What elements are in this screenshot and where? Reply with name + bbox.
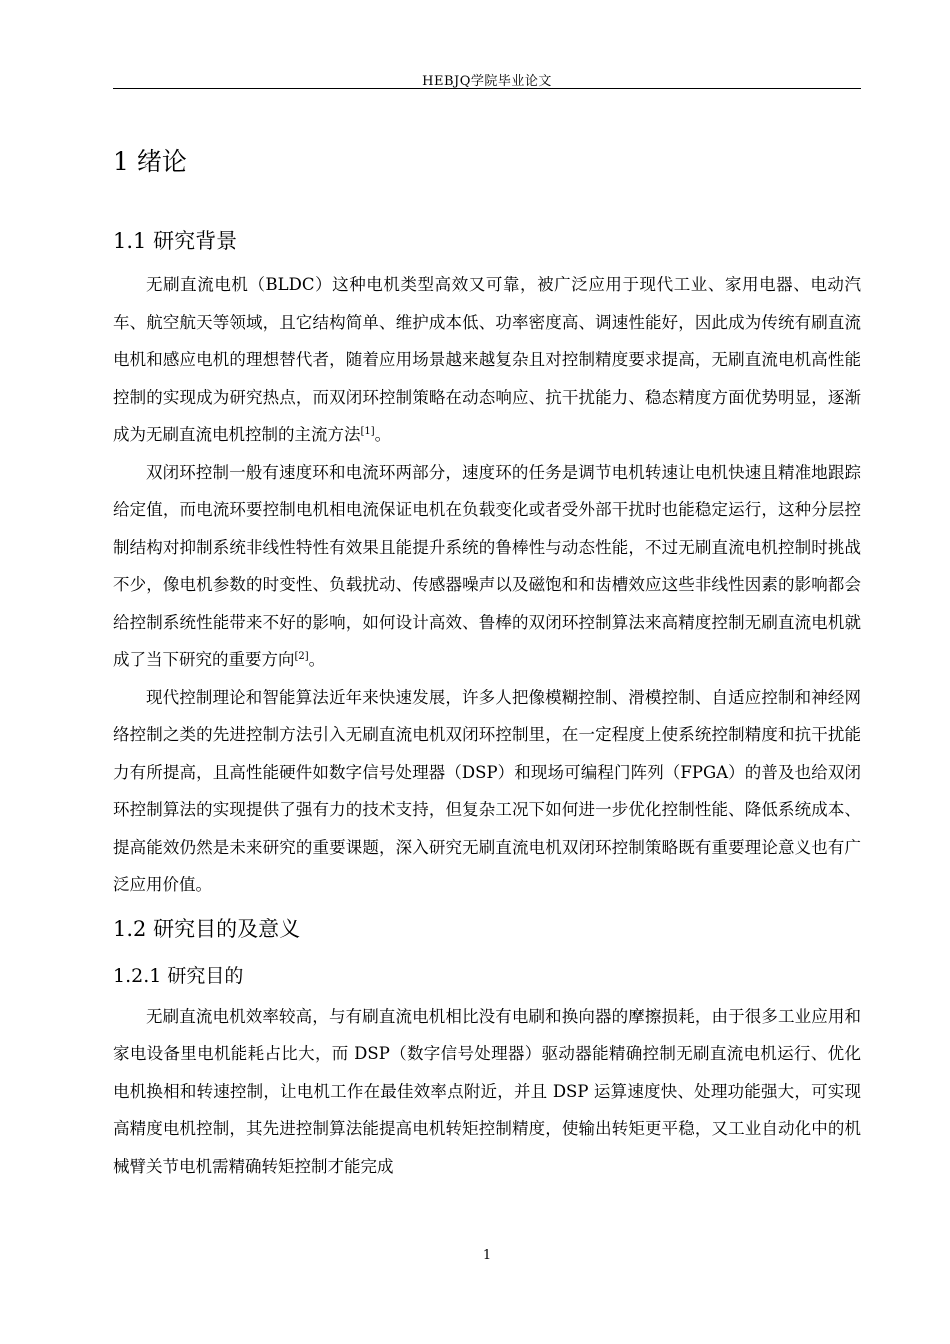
paragraph-1-1-c: 现代控制理论和智能算法近年来快速发展，许多人把像模糊控制、滑模控制、自适应控制和神经网络控制之类的先进控制方法引入无刷直流电机双闭环控制里，在一定程度上使系统控制精度和抗干扰能力有所提高，且高性能硬件如数字信号处理器（DSP）和现场可编程门阵列（FPGA）的普及也给双闭环控制算法的实现提供了强有力的技术支持，但复杂工况下如何进一步优化控制性能、降低系统成本、提高能效仍然是未来研究的重要课题，深入研究无刷直流电机双闭环控制策略既有重要理论意义也有广泛应用价值。 — [113, 687, 861, 894]
section-title-1-2: 1.2 研究目的及意义 — [113, 916, 301, 941]
paragraph-end: 。 — [308, 650, 326, 669]
chapter-title: 1 绪论 — [113, 147, 187, 176]
section-title-1-1: 1.1 研究背景 — [113, 229, 238, 253]
citation-ref: [1] — [360, 426, 375, 437]
subsection-title-1-2-1: 1.2.1 研究目的 — [113, 964, 244, 987]
paragraph-text: 双闭环控制一般有速度环和电流环两部分，速度环的任务是调节电机转速让电机快速且精准地跟踪给定值，而电流环要控制电机相电流保证电机在负载变化或者受外部干扰时也能稳定运行，这种分层控制结构对抑制系统非线性特性有效果且能提升系统的鲁棒性与动态性能，不过无刷直流电机控制时挑战不少，像电机参数的时变性、负载扰动、传感器噪声以及磁饱和和齿槽效应这些非线性因素的影响都会给控制系统性能带来不好的影响，如何设计高效、鲁棒的双闭环控制算法来高精度控制无刷直流电机就成了当下研究的重要方向 — [113, 462, 861, 669]
paragraph-text: 无刷直流电机（BLDC）这种电机类型高效又可靠，被广泛应用于现代工业、家用电器、电动汽车、航空航天等领域，且它结构简单、维护成本低、功率密度高、调速性能好，因此成为传统有刷直流电机和感应电机的理想替代者，随着应用场景越来越复杂且对控制精度要求提高，无刷直流电机高性能控制的实现成为研究热点，而双闭环控制策略在动态响应、抗干扰能力、稳态精度方面优势明显，逐渐成为无刷直流电机控制的主流方法 — [113, 275, 861, 444]
paragraph-end: 。 — [374, 425, 392, 444]
paragraph-1-2-1-a: 无刷直流电机效率较高，与有刷直流电机相比没有电刷和换向器的摩擦损耗，由于很多工业应用和家电设备里电机能耗占比大，而 DSP（数字信号处理器）驱动器能精确控制无刷直流电机运行、优化电机换相和转速控制，让电机工作在最佳效率点附近，并且 DSP 运算速度快、处理功能强大，可实现高精度电机控制，其先进控制算法能提高电机转矩控制精度，使输出转矩更平稳，又工业自动化中的机械臂关节电机需精确转矩控制才能完成 — [113, 1006, 861, 1176]
header-rule — [113, 88, 861, 89]
page-number: 1 — [482, 1248, 492, 1263]
paragraph-1-1-a — [113, 266, 861, 454]
page-content — [113, 140, 861, 1185]
paragraph-1-1-b — [113, 454, 861, 679]
citation-ref: [2] — [294, 651, 309, 662]
running-header: HEBJQ学院毕业论文 — [422, 74, 552, 89]
